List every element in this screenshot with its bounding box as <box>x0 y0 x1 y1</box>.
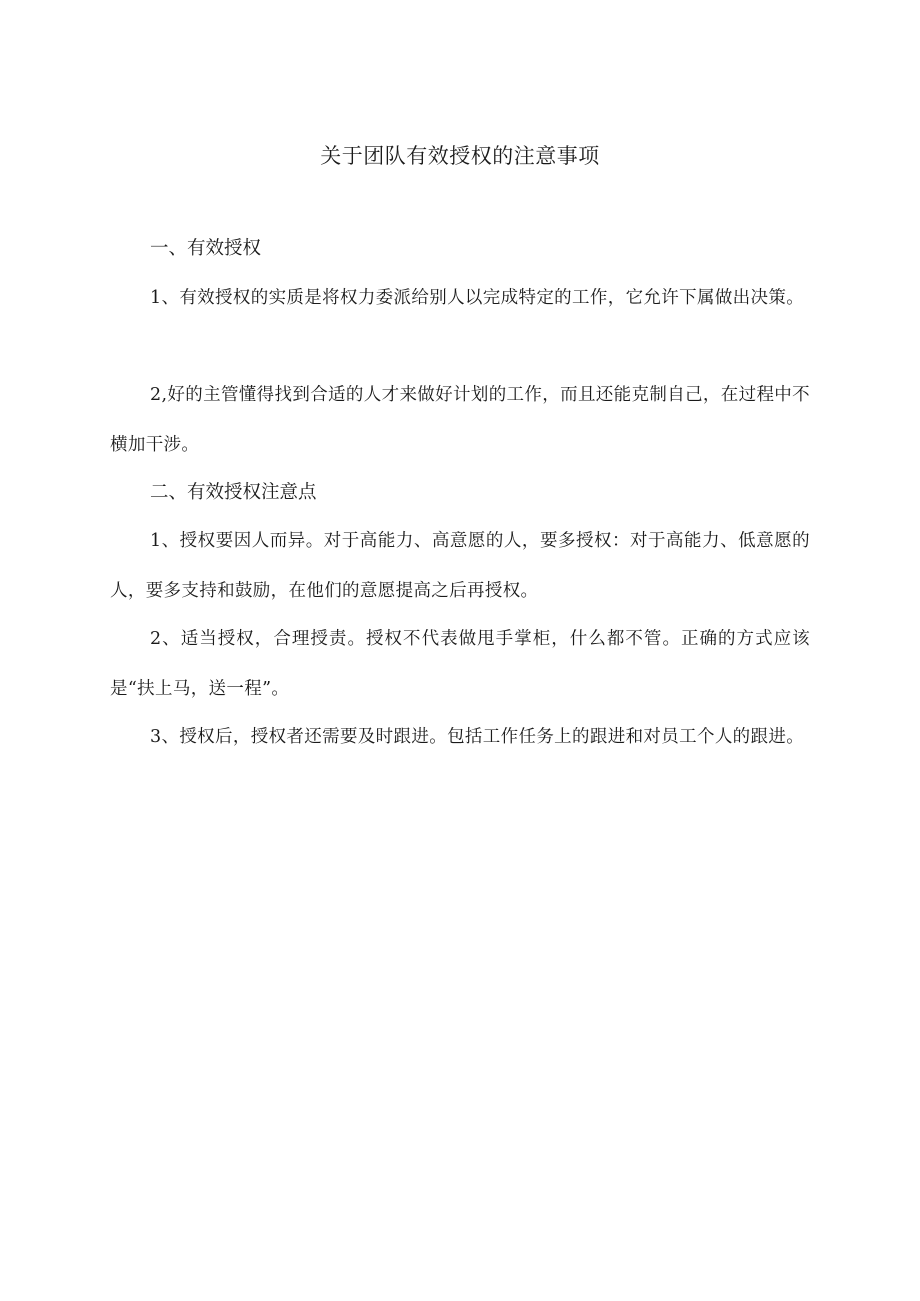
paragraph-1-2: 2,好的主管懂得找到合适的人才来做好计划的工作，而且还能克制自己，在过程中不横加干涉。 <box>110 385 810 455</box>
paragraph-2-3: 3、授权后，授权者还需要及时跟进。包括工作任务上的跟进和对员工个人的跟进。 <box>150 727 805 747</box>
paragraph-2-2: 2、适当授权，合理授责。授权不代表做甩手掌柜，什么都不管。正确的方式应该是“扶上马，送一程”。 <box>110 629 810 699</box>
section-heading-effective-authorization: 一、有效授权 <box>150 238 262 259</box>
section-heading-authorization-notes: 二、有效授权注意点 <box>150 482 317 503</box>
paragraph-1-1: 1、有效授权的实质是将权力委派给别人以完成特定的工作，它允许下属做出决策。 <box>150 288 805 308</box>
document-title: 关于团队有效授权的注意事项 <box>320 144 600 168</box>
paragraph-2-1: 1、授权要因人而异。对于高能力、高意愿的人，要多授权：对于高能力、低意愿的人，要多支持和鼓励，在他们的意愿提高之后再授权。 <box>110 531 810 601</box>
